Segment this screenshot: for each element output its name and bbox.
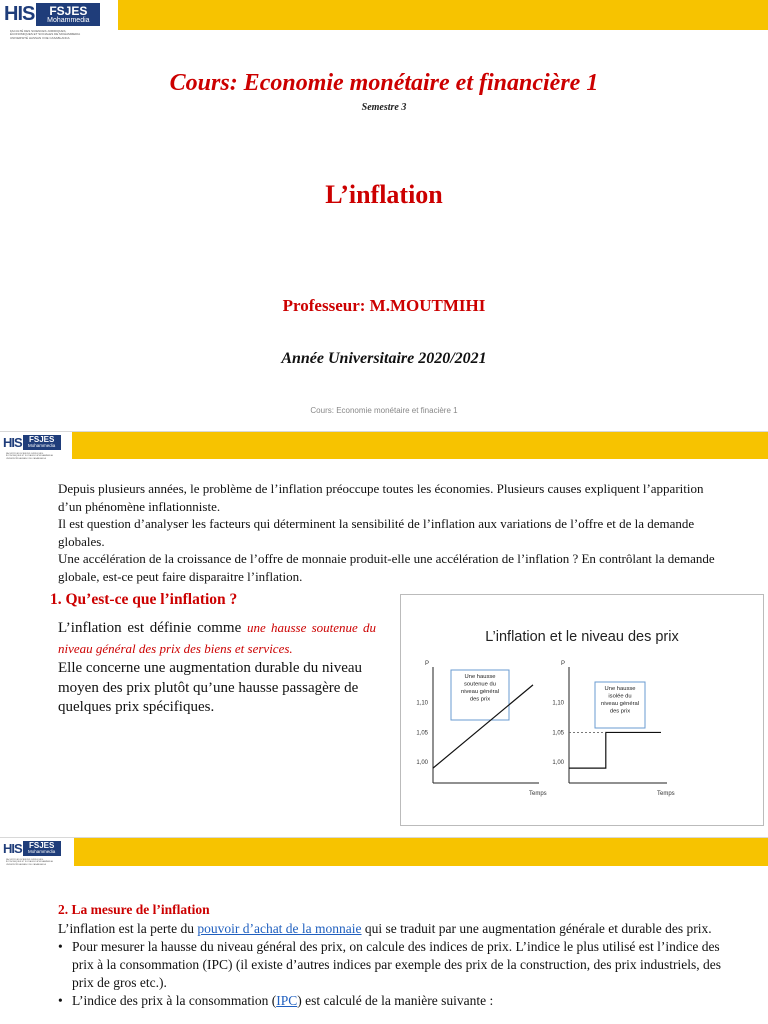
bullet-list bbox=[58, 938, 738, 1010]
annotation-line: isolée du bbox=[608, 693, 632, 700]
definition-lead: L’inflation est définie comme bbox=[58, 620, 247, 636]
slide-footer: Cours: Economie monétaire et finacière 1 bbox=[310, 406, 458, 415]
logo-brand-box bbox=[23, 435, 61, 450]
logo-tagline-2: ÉCONOMIQUES ET SOCIALES DE MOHAMMEDIA bbox=[10, 32, 81, 37]
logo-tagline bbox=[6, 859, 53, 866]
annotation-line: des prix bbox=[609, 708, 631, 715]
measurement-text bbox=[58, 920, 738, 1010]
tick-label: 1,05 bbox=[416, 730, 428, 737]
tick-label: 1,10 bbox=[552, 700, 564, 707]
bullet-text-a: L’indice des prix à la consommation ( bbox=[72, 993, 277, 1008]
y-axis-label: P bbox=[561, 661, 566, 667]
professor-name: Professeur: M.MOUTMIHI bbox=[282, 296, 486, 315]
logo-tagline-1: FACULTÉ DES SCIENCES JURIDIQUES, bbox=[6, 859, 44, 861]
annotation-line: Une hausse bbox=[464, 674, 496, 680]
logo-his-mark: HIS bbox=[3, 435, 22, 450]
logo-tagline-1: FACULTÉ DES SCIENCES JURIDIQUES, bbox=[6, 453, 44, 455]
annotation-line: niveau général bbox=[460, 689, 500, 695]
bullet-icon: • bbox=[58, 993, 63, 1008]
list-item bbox=[58, 992, 738, 1010]
intro-paragraph: Depuis plusieurs années, le problème de l’inflation préoccupe toutes les économies. Plusieurs causes expliquent l’apparition d’un phénomène inflationniste. bbox=[58, 481, 704, 514]
logo-tagline-2: ÉCONOMIQUES ET SOCIALES DE MOHAMMEDIA bbox=[6, 455, 53, 458]
accent-bar bbox=[0, 432, 768, 459]
annotation-line: niveau général bbox=[600, 701, 640, 707]
semester-label: Semestre 3 bbox=[361, 102, 407, 113]
logo-tagline-3: UNIVERSITÉ HASSAN II DE CASABLANCA bbox=[6, 457, 46, 460]
topic-title: L’inflation bbox=[325, 180, 443, 209]
ipc-link[interactable]: IPC bbox=[276, 993, 298, 1008]
measurement-text-b: qui se traduit par une augmentation générale et durable des prix. bbox=[361, 921, 712, 936]
logo-brand-box bbox=[36, 3, 100, 26]
slide-title bbox=[0, 0, 768, 432]
bullet-icon: • bbox=[58, 939, 63, 954]
list-item bbox=[58, 938, 738, 992]
logo-brand: FSJES bbox=[29, 435, 55, 444]
logo-brand-box bbox=[23, 841, 61, 856]
slide-definition bbox=[0, 432, 768, 838]
section-heading: 1. Qu’est-ce que l’inflation ? bbox=[50, 591, 238, 608]
tick-label: 1,05 bbox=[552, 730, 564, 737]
logo-brand-sub: Mohammedia bbox=[28, 849, 56, 854]
annotation-line: des prix bbox=[469, 696, 491, 703]
logo-tagline-2: ÉCONOMIQUES ET SOCIALES DE MOHAMMEDIA bbox=[6, 861, 53, 864]
series-line bbox=[569, 732, 661, 768]
tick-label: 1,10 bbox=[416, 700, 428, 707]
fsjes-logo bbox=[0, 0, 118, 42]
measurement-text-a: L’inflation est la perte du bbox=[58, 921, 198, 936]
logo-tagline bbox=[6, 453, 53, 460]
inflation-chart-figure bbox=[400, 594, 764, 826]
tick-label: 1,00 bbox=[416, 760, 428, 767]
x-axis-label: Temps bbox=[657, 791, 675, 797]
logo-brand-sub: Mohammedia bbox=[47, 17, 90, 24]
intro-paragraph: Il est question d’analyser les facteurs qui déterminent la sensibilité de l’inflation aux variations de l’offre et de la demande globales. bbox=[58, 516, 695, 549]
annotation-line: Une hausse bbox=[604, 686, 636, 692]
bullet-text-b: ) est calculé de la manière suivante : bbox=[297, 993, 494, 1008]
logo-his-mark: HIS bbox=[4, 3, 35, 25]
bullet-text: Pour mesurer la hausse du niveau général des prix, on calcule des indices de prix. L’indice le plus utilisé est l’indice des prix à la consommation (IPC) (il existe d’autres indices par exemple des prix de la construction, des prix industriels, des prix de gros etc.). bbox=[72, 939, 721, 990]
logo-tagline-1: FACULTÉ DES SCIENCES JURIDIQUES, bbox=[10, 29, 67, 33]
intro-text bbox=[58, 480, 720, 585]
intro-paragraph: Une accélération de la croissance de l’offre de monnaie produit-elle une accélération de l’inflation ? En contrôlant la demande globale, est-ce peut faire disparaitre l’inflation. bbox=[58, 551, 715, 584]
definition-text bbox=[58, 618, 376, 659]
annotation-line: soutenue du bbox=[464, 681, 496, 688]
definition-block bbox=[58, 618, 376, 718]
logo-tagline-3: UNIVERSITÉ HASSAN II DE CASABLANCA bbox=[6, 863, 46, 866]
definition-paragraph: Elle concerne une augmentation durable du niveau moyen des prix plutôt qu’une hausse passagère de quelques prix spécifiques. bbox=[58, 660, 363, 715]
fsjes-logo bbox=[0, 838, 74, 869]
logo-brand-sub: Mohammedia bbox=[28, 443, 56, 448]
accent-bar bbox=[0, 838, 768, 866]
measurement-paragraph bbox=[58, 920, 738, 938]
inflation-chart bbox=[401, 595, 763, 825]
logo-brand: FSJES bbox=[29, 841, 55, 850]
purchasing-power-link[interactable]: pouvoir d’achat de la monnaie bbox=[197, 921, 362, 936]
section-heading: 2. La mesure de l’inflation bbox=[58, 902, 210, 917]
y-axis-label: P bbox=[425, 661, 430, 667]
fsjes-logo bbox=[0, 432, 72, 462]
x-axis-label: Temps bbox=[529, 791, 547, 797]
logo-brand: FSJES bbox=[49, 4, 88, 18]
course-title: Cours: Economie monétaire et financière 1 bbox=[169, 70, 599, 96]
logo-tagline bbox=[10, 30, 80, 40]
logo-tagline-3: UNIVERSITÉ HASSAN II DE CASABLANCA bbox=[10, 35, 70, 40]
tick-label: 1,00 bbox=[552, 760, 564, 767]
slide-measurement bbox=[0, 838, 768, 1024]
definition-emphasis: une hausse soutenue du niveau général des prix des biens et services. bbox=[58, 620, 377, 656]
academic-year: Année Universitaire 2020/2021 bbox=[281, 350, 487, 367]
logo-his-mark: HIS bbox=[3, 841, 22, 856]
chart-title: L’inflation et le niveau des prix bbox=[485, 629, 679, 645]
